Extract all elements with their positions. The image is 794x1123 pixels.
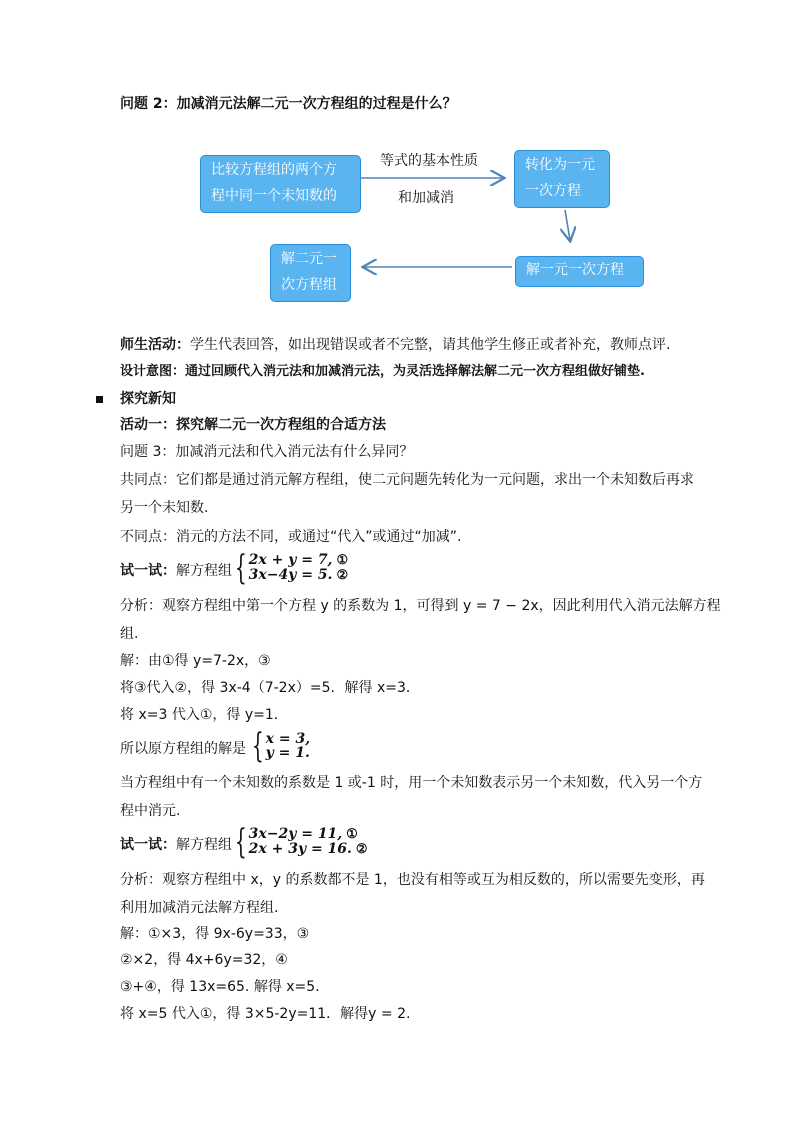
question-3: 问题 3：加减消元法和代入消元法有什么异同？ — [120, 444, 414, 460]
system-1-eq2: 3x−4y = 5. — [248, 567, 333, 583]
activity-one-title: 活动一：探究解二元一次方程组的合适方法 — [120, 417, 386, 433]
design-label: 设计意图： — [120, 364, 186, 379]
flow-arrows — [0, 0, 794, 320]
solution-1-step-1: 解：由①得 y=7-2x，③ — [120, 653, 271, 669]
system-1-mark1: ① — [336, 553, 349, 568]
flow-box-solve-one-label: 解一元一次方程 — [526, 262, 624, 278]
system-2-equations — [249, 827, 368, 857]
system-2-eq2: 2x + 3y = 16. — [248, 841, 352, 857]
analysis-2-line-2: 利用加减消元法解方程组. — [120, 900, 279, 916]
solution-1-step-2: 将③代入②，得 3x-4（7-2x）=5．解得 x=3． — [120, 680, 420, 696]
design-text: 通过回顾代入消元法和加减消元法，为灵活选择解法解二元一次方程组做好铺垫. — [185, 364, 645, 379]
system-1-mark2: ② — [336, 568, 349, 583]
try-one-label: 试一试： — [120, 563, 176, 579]
activity-text: 学生代表回答，如出现错误或者不完整，请其他学生修正或者补充，教师点评. — [190, 337, 671, 353]
summary-line-1: 当方程组中有一个未知数的系数是 1 或-1 时，用一个未知数表示另一个未知数，代入另一个方 — [120, 775, 703, 791]
result-1-equations — [266, 732, 310, 760]
activity-paragraph — [120, 335, 670, 355]
design-paragraph — [120, 362, 645, 382]
brace-icon: { — [234, 822, 247, 862]
system-1-eq1: 2x + y = 7, — [248, 552, 333, 568]
try-one — [120, 561, 232, 581]
flow-box-compare-line2: 程中同一个未知数的 — [211, 188, 337, 204]
brace-icon: { — [234, 548, 247, 588]
flow-box-solve-system-line2: 次方程组 — [281, 277, 337, 293]
flow-box-compare-line1: 比较方程组的两个方 — [211, 162, 337, 178]
analysis-1-line-1: 分析：观察方程组中第一个方程 y 的系数为 1，可得到 y = 7 − 2x，因此利用代入消元法解方程 — [120, 598, 721, 614]
system-2-mark2: ② — [355, 842, 368, 857]
flow-box-convert-line1: 转化为一元 — [525, 157, 595, 173]
result-1-text: 所以原方程组的解是 — [120, 741, 246, 757]
system-2-mark1: ① — [346, 827, 358, 842]
common-line-1: 共同点：它们都是通过消元解方程组，使二元问题先转化为一元问题，求出一个未知数后再求 — [120, 472, 694, 488]
section-bullet — [96, 396, 103, 403]
brace-icon: { — [251, 726, 264, 766]
summary-line-2: 程中消元. — [120, 803, 181, 819]
system-1-equations — [249, 553, 348, 583]
try-two-label: 试一试： — [120, 837, 176, 853]
arrow-label-top: 等式的基本性质 — [380, 153, 478, 169]
solution-2-step-1: 解：①×3，得 9x-6y=33，③ — [120, 926, 310, 942]
system-2-eq1: 3x−2y = 11, — [248, 826, 343, 842]
flow-box-convert-line2: 一次方程 — [525, 183, 581, 199]
result-1-eq2: y = 1. — [265, 745, 310, 761]
equation-system-2 — [230, 822, 368, 862]
try-one-text: 解方程组 — [176, 563, 232, 579]
solution-1-step-3: 将 x=3 代入①，得 y=1． — [120, 707, 288, 723]
try-two — [120, 835, 232, 855]
section-title: 探究新知 — [120, 391, 176, 407]
try-two-text: 解方程组 — [176, 837, 232, 853]
flow-box-solve-system-line1: 解二元一 — [281, 251, 337, 267]
solution-2-step-2: ②×2，得 4x+6y=32，④ — [120, 952, 288, 968]
result-1-eq1: x = 3, — [265, 731, 311, 747]
common-line-2: 另一个未知数. — [120, 500, 209, 516]
solution-2-step-4: 将 x=5 代入①，得 3×5-2y=11．解得y = 2. — [120, 1006, 411, 1022]
arrow-down — [565, 210, 570, 240]
solution-2-step-3: ③+④，得 13x=65. 解得 x=5． — [120, 979, 330, 995]
difference-text: 不同点：消元的方法不同，或通过“代入”或通过“加减”. — [120, 529, 462, 545]
result-1-system — [247, 726, 311, 766]
activity-label: 师生活动： — [120, 337, 190, 353]
analysis-2-line-1: 分析：观察方程组中 x，y 的系数都不是 1，也没有相等或互为相反数的，所以需要先变形，再 — [120, 872, 705, 888]
arrow-label-bottom: 和加减消 — [398, 190, 454, 206]
equation-system-1 — [230, 548, 349, 588]
question-2: 问题 2：加减消元法解二元一次方程组的过程是什么？ — [120, 96, 457, 112]
analysis-1-line-2: 组. — [120, 626, 139, 642]
